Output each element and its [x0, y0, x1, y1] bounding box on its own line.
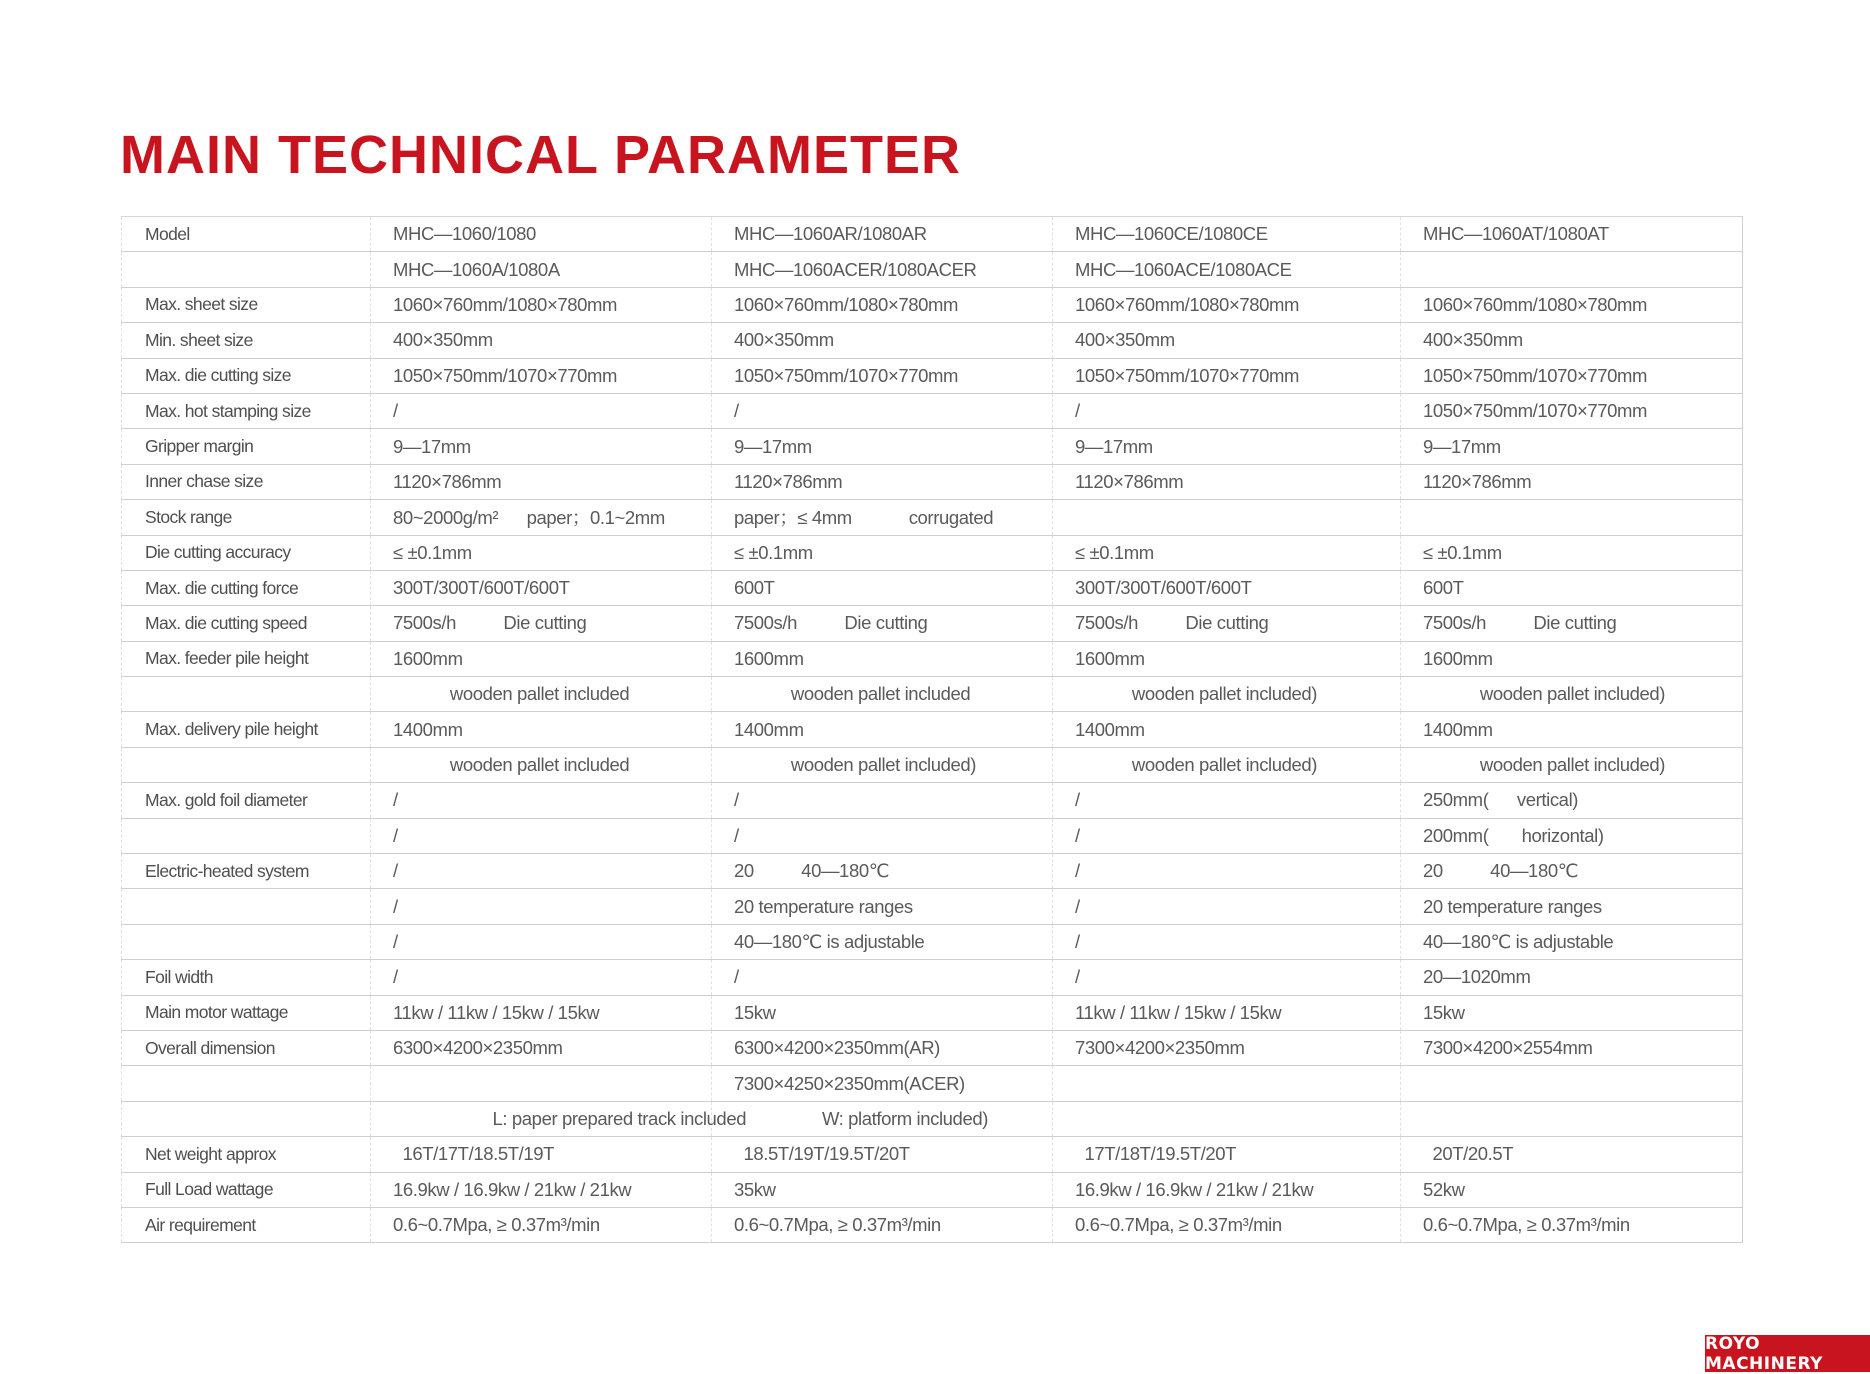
parameter-value: 40—180℃ is adjustable [1401, 924, 1743, 959]
parameter-value: wooden pallet included) [1401, 677, 1743, 712]
parameter-value: 6300×4200×2350mm(AR) [712, 1030, 1053, 1065]
parameter-label [122, 1101, 371, 1136]
table-row [122, 783, 1743, 818]
parameter-value: 1400mm [1401, 712, 1743, 747]
parameter-value: 1060×760mm/1080×780mm [1053, 287, 1401, 322]
parameter-value: 80~2000g/m² paper；0.1~2mm [371, 500, 712, 535]
page-title: MAIN TECHNICAL PARAMETER [120, 125, 961, 185]
parameter-value [1401, 1101, 1743, 1136]
parameter-value: / [371, 960, 712, 995]
parameter-label: Foil width [122, 960, 371, 995]
table-row [122, 1207, 1743, 1242]
parameter-value: 40—180℃ is adjustable [712, 924, 1053, 959]
table-row [122, 217, 1743, 252]
parameter-value: 1600mm [1053, 641, 1401, 676]
parameter-value: 0.6~0.7Mpa, ≥ 0.37m³/min [1401, 1207, 1743, 1242]
parameter-value: 9—17mm [371, 429, 712, 464]
parameter-value: 11kw / 11kw / 15kw / 15kw [371, 995, 712, 1030]
table-row [122, 924, 1743, 959]
parameter-value [1053, 500, 1401, 535]
table-row [122, 1137, 1743, 1172]
parameter-value: / [371, 924, 712, 959]
parameter-value: 0.6~0.7Mpa, ≥ 0.37m³/min [371, 1207, 712, 1242]
parameter-value: / [1053, 924, 1401, 959]
parameter-value: 35kw [712, 1172, 1053, 1207]
parameter-value: / [712, 393, 1053, 428]
parameter-label: Net weight approx [122, 1137, 371, 1172]
parameter-value: 200mm( horizontal) [1401, 818, 1743, 853]
parameter-value: ≤ ±0.1mm [371, 535, 712, 570]
parameter-label: Die cutting accuracy [122, 535, 371, 570]
parameter-value: 18.5T/19T/19.5T/20T [712, 1137, 1053, 1172]
parameter-label: Max. die cutting size [122, 358, 371, 393]
parameter-value: 15kw [1401, 995, 1743, 1030]
parameter-value: MHC—1060/1080 [371, 217, 712, 252]
parameter-value: 11kw / 11kw / 15kw / 15kw [1053, 995, 1401, 1030]
parameter-value: 1400mm [712, 712, 1053, 747]
parameter-value: 9—17mm [712, 429, 1053, 464]
table-row [122, 818, 1743, 853]
parameter-value: 1060×760mm/1080×780mm [712, 287, 1053, 322]
parameter-value: wooden pallet included [371, 747, 712, 782]
parameter-value: 7500s/h Die cutting [371, 606, 712, 641]
parameter-label: Max. gold foil diameter [122, 783, 371, 818]
parameter-value: 16.9kw / 16.9kw / 21kw / 21kw [371, 1172, 712, 1207]
table-row [122, 995, 1743, 1030]
parameter-value: 1060×760mm/1080×780mm [371, 287, 712, 322]
parameter-label: Full Load wattage [122, 1172, 371, 1207]
parameter-value: 600T [1401, 570, 1743, 605]
parameter-value: / [712, 960, 1053, 995]
parameter-value: L: paper prepared track included W: platform included) [371, 1101, 712, 1136]
parameter-value: MHC—1060A/1080A [371, 252, 712, 287]
parameter-value: 20 40—180℃ [712, 854, 1053, 889]
parameter-value: wooden pallet included) [1401, 747, 1743, 782]
parameter-value: 1400mm [371, 712, 712, 747]
parameter-value: 1060×760mm/1080×780mm [1401, 287, 1743, 322]
parameter-label: Inner chase size [122, 464, 371, 499]
parameter-value: MHC—1060ACER/1080ACER [712, 252, 1053, 287]
parameter-value: 1120×786mm [1401, 464, 1743, 499]
table-row [122, 606, 1743, 641]
parameter-label: Max. die cutting speed [122, 606, 371, 641]
parameter-value: / [712, 818, 1053, 853]
parameter-value: 6300×4200×2350mm [371, 1030, 712, 1065]
parameter-value: / [712, 783, 1053, 818]
parameter-label: Gripper margin [122, 429, 371, 464]
parameter-label [122, 889, 371, 924]
table-row [122, 252, 1743, 287]
table-row [122, 960, 1743, 995]
parameter-value: 7300×4200×2554mm [1401, 1030, 1743, 1065]
parameter-label: Stock range [122, 500, 371, 535]
parameter-label: Electric-heated system [122, 854, 371, 889]
table-row [122, 889, 1743, 924]
parameter-value: / [371, 783, 712, 818]
parameter-value: MHC—1060AR/1080AR [712, 217, 1053, 252]
parameter-value: MHC—1060ACE/1080ACE [1053, 252, 1401, 287]
parameter-value: ≤ ±0.1mm [1401, 535, 1743, 570]
parameter-label [122, 1066, 371, 1101]
parameter-value: 400×350mm [371, 323, 712, 358]
parameter-value: wooden pallet included) [712, 747, 1053, 782]
parameter-value: 15kw [712, 995, 1053, 1030]
parameter-value: 1600mm [371, 641, 712, 676]
parameter-value: 1050×750mm/1070×770mm [712, 358, 1053, 393]
parameter-value: 20—1020mm [1401, 960, 1743, 995]
parameter-value: / [1053, 393, 1401, 428]
table-row [122, 429, 1743, 464]
parameter-value: / [1053, 960, 1401, 995]
parameter-label: Air requirement [122, 1207, 371, 1242]
parameter-value: 7500s/h Die cutting [712, 606, 1053, 641]
parameter-value: ≤ ±0.1mm [712, 535, 1053, 570]
parameter-value: 7300×4250×2350mm(ACER) [712, 1066, 1053, 1101]
parameter-value: 1600mm [1401, 641, 1743, 676]
parameter-value: 1120×786mm [1053, 464, 1401, 499]
parameter-label [122, 252, 371, 287]
parameter-table-container [121, 216, 1743, 1243]
parameter-value [371, 1066, 712, 1101]
table-row [122, 1066, 1743, 1101]
parameter-value: 7500s/h Die cutting [1053, 606, 1401, 641]
parameter-table [121, 217, 1743, 1243]
parameter-value: 1050×750mm/1070×770mm [1053, 358, 1401, 393]
parameter-value: 20 40—180℃ [1401, 854, 1743, 889]
parameter-value: wooden pallet included [371, 677, 712, 712]
parameter-value: 20 temperature ranges [712, 889, 1053, 924]
parameter-value: 300T/300T/600T/600T [1053, 570, 1401, 605]
table-row [122, 712, 1743, 747]
parameter-value: wooden pallet included) [1053, 747, 1401, 782]
parameter-value: 400×350mm [1401, 323, 1743, 358]
parameter-value [1401, 252, 1743, 287]
parameter-value: / [1053, 854, 1401, 889]
table-row [122, 535, 1743, 570]
parameter-label: Overall dimension [122, 1030, 371, 1065]
parameter-label: Max. die cutting force [122, 570, 371, 605]
parameter-value: / [1053, 783, 1401, 818]
table-row [122, 747, 1743, 782]
parameter-label [122, 677, 371, 712]
parameter-value: / [371, 393, 712, 428]
parameter-label [122, 924, 371, 959]
parameter-value: wooden pallet included) [1053, 677, 1401, 712]
parameter-value [1401, 1066, 1743, 1101]
table-row [122, 500, 1743, 535]
table-row [122, 393, 1743, 428]
brand-logo: ROYO MACHINERY [1705, 1335, 1870, 1372]
parameter-label [122, 747, 371, 782]
parameter-value: / [371, 854, 712, 889]
parameter-value: 20 temperature ranges [1401, 889, 1743, 924]
parameter-value: 17T/18T/19.5T/20T [1053, 1137, 1401, 1172]
parameter-value: 1050×750mm/1070×770mm [1401, 393, 1743, 428]
parameter-value: MHC—1060CE/1080CE [1053, 217, 1401, 252]
parameter-value: 1050×750mm/1070×770mm [1401, 358, 1743, 393]
parameter-value: 9—17mm [1401, 429, 1743, 464]
table-row [122, 1030, 1743, 1065]
parameter-value: / [371, 889, 712, 924]
parameter-value: MHC—1060AT/1080AT [1401, 217, 1743, 252]
parameter-value: 1600mm [712, 641, 1053, 676]
parameter-value: 9—17mm [1053, 429, 1401, 464]
parameter-value: 0.6~0.7Mpa, ≥ 0.37m³/min [712, 1207, 1053, 1242]
table-row [122, 287, 1743, 322]
parameter-value: wooden pallet included [712, 677, 1053, 712]
table-row [122, 677, 1743, 712]
parameter-value [1401, 500, 1743, 535]
parameter-value: 0.6~0.7Mpa, ≥ 0.37m³/min [1053, 1207, 1401, 1242]
parameter-value: 16.9kw / 16.9kw / 21kw / 21kw [1053, 1172, 1401, 1207]
parameter-label: Min. sheet size [122, 323, 371, 358]
parameter-value: 600T [712, 570, 1053, 605]
parameter-value: paper；≤ 4mm corrugated [712, 500, 1053, 535]
table-row [122, 641, 1743, 676]
parameter-value: 1050×750mm/1070×770mm [371, 358, 712, 393]
parameter-value: 16T/17T/18.5T/19T [371, 1137, 712, 1172]
parameter-value: ≤ ±0.1mm [1053, 535, 1401, 570]
table-row [122, 570, 1743, 605]
parameter-value: 52kw [1401, 1172, 1743, 1207]
table-row [122, 358, 1743, 393]
parameter-value [1053, 1066, 1401, 1101]
table-row [122, 1172, 1743, 1207]
parameter-value [1053, 1101, 1401, 1136]
parameter-table-body [122, 217, 1743, 1243]
parameter-value: 1120×786mm [371, 464, 712, 499]
parameter-value: 7500s/h Die cutting [1401, 606, 1743, 641]
parameter-value: 400×350mm [1053, 323, 1401, 358]
parameter-value: / [1053, 818, 1401, 853]
parameter-label: Max. hot stamping size [122, 393, 371, 428]
parameter-value: 400×350mm [712, 323, 1053, 358]
parameter-label [122, 818, 371, 853]
parameter-value: / [371, 818, 712, 853]
table-row [122, 854, 1743, 889]
parameter-value: 300T/300T/600T/600T [371, 570, 712, 605]
table-row [122, 464, 1743, 499]
parameter-value: 7300×4200×2350mm [1053, 1030, 1401, 1065]
parameter-value: 250mm( vertical) [1401, 783, 1743, 818]
parameter-label: Max. feeder pile height [122, 641, 371, 676]
parameter-label: Max. sheet size [122, 287, 371, 322]
parameter-label: Main motor wattage [122, 995, 371, 1030]
parameter-value: 1120×786mm [712, 464, 1053, 499]
parameter-label: Max. delivery pile height [122, 712, 371, 747]
parameter-value: 1400mm [1053, 712, 1401, 747]
table-row [122, 323, 1743, 358]
parameter-label: Model [122, 217, 371, 252]
table-row [122, 1101, 1743, 1136]
parameter-value: 20T/20.5T [1401, 1137, 1743, 1172]
parameter-value: / [1053, 889, 1401, 924]
